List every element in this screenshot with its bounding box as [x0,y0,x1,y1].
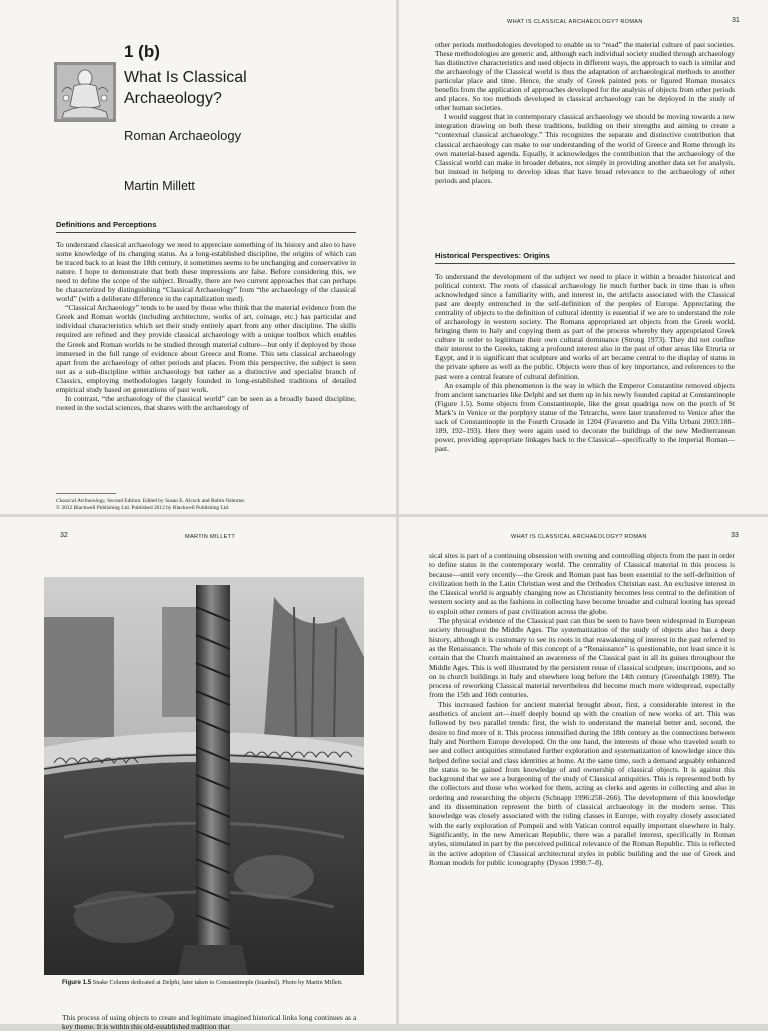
page-33 [399,517,768,1024]
section-rule [56,232,356,233]
paragraph: “Classical Archaeology” tends to be used by those who think that the material evidence from the Greek and Roman worlds (including architecture, works of art, coinage, etc.) has particular and individual characteristics which set their study entirely apart from any other discipline. The skills required are refined and they provide classical archaeology with a unique toolbox which enables the Greek and Roman worlds to be studied through material culture—but only if deployed by those immersed in the full range of evidence about Greece and Rome. This sets classical archaeology apart from the archaeology of other periods and places. From this perspective, the subject is seen not as a sub-discipline within archaeology but rather as a distinctive and specialist branch of Classics, employing methodologies largely founded in long-established traditions of detailed empirical study based on generations of past work. [56,303,356,394]
page-32 [0,517,396,1031]
body-text-page-31-top [435,40,735,185]
chapter-title: What Is Classical Archaeology? [124,69,247,107]
page-number: 31 [732,17,740,24]
running-head: WHAT IS CLASSICAL ARCHAEOLOGY? ROMAN [511,534,647,540]
paragraph: I would suggest that in contemporary classical archaeology we should be moving towards a new integration drawing on both these traditions, building on their strengths and aiming to create a “contextual classical archaeology.” This recognizes the separate and distinctive contribution that classical archaeology can make to our understanding of the world of Greece and Rome through its own material-based agenda. Equally, it acknowledges the contribution that the archaeology of the Classical world can make in broader debates, not simply in providing another data set for analysis, but instead in helping to develop ideas that have broad relevance to the archaeology of other periods and places. [435,112,735,185]
figure-caption-text: Snake Column dedicated at Delphi, later taken to Constantinople (Istanbul). Photo by Martin Millett. [91,979,343,986]
page-number: 33 [731,532,739,539]
paragraph: other periods methodologies developed to enable us to “read” the material culture of past societies. These methodologies are generic and, although each individual society studied through archaeology has distinctive characteristics and used objects in different ways, the approach to each is similar and the archaeology of the Classical world is thus the adaptation of archaeological methods to another particular place and time. Hence, the study of Greek painted pots or figured Roman mosaics benefits from the application of approaches developed for the analysis of objects from other periods and places. So too methods developed in classical archaeology can be deployed in the study of other human societies. [435,40,735,113]
section-heading-origins: Historical Perspectives: Origins [435,251,550,260]
running-head: MARTIN MILLETT [185,534,236,540]
chapter-subtitle: Roman Archaeology [124,128,242,143]
paragraph: sical sites is part of a continuing obsession with owning and controlling objects from the past in order to define status in the contemporary world. The centrality of Classical material in this process is because—until very recently—the Greek and Roman past has been essential to the self-definition of civilization both in the Latin Christian west and the Orthodox Christian east. An exclusive interest in the Classical world is arguably changing now as Christianity becomes less central to the definition of western society and as the fashions in collecting have become broader and cultural looting has spread to exploit other centers of past civilization across the globe. [429,551,735,616]
footnote-edition: Second Edition. Edited by Susan E. Alcock and Robin Osborne. [105,498,246,504]
paragraph: The physical evidence of the Classical past can thus be seen to have been widespread in European society throughout the Middle Ages. The systematization of the study of objects also has a deep history, although it is customary to see its roots in that reawakening of interest in the past referred to as the Renaissance. The whole of this concept of a “Renaissance” is questionable, not least since it is certain that the Church maintained an awareness of the Classical past in all its guises throughout the Middle Ages. This is well illustrated by the persistent reuse of classical sculpture, inscriptions, and so on in church buildings in Italy and elsewhere long before the 14th century (Greenhalgh 1989). The process of reworking Classical material nevertheless did become much more widespread, especially from the 15th and 16th centuries. [429,616,735,700]
section-rule [435,263,735,264]
chapter-ornament-icon [54,62,116,122]
paragraph: To understand the development of the subject we need to place it within a broader historical and political context. The roots of classical archaeology lie much further back in time than is often acknowledged since a familiarity with, and interest in, the artifacts associated with the Classical past are deeply entrenched in the self-definition of the peoples of Europe. Appreciating the centrality of objects to the definition of cultural identity is essential if we are to understand the role of archaeology in western society. The Romans appropriated art objects from the Greek world, bringing them to Italy and copying them as part of the process whereby they appropriated Greek culture in order to legitimate their own cultural dominance (Strong 1973). They did not confine their interest to the Greeks, taking a profound interest also in the past of other areas like Etruria or Egypt, and it is significant that sculpture and works of art became central to the display of status in the private sphere as well as the public. Objects were thus of key importance, and references to the past were a central feature of cultural definition. [435,272,735,381]
section-heading-definitions: Definitions and Perceptions [56,220,157,229]
footnote-rule [56,493,116,494]
paragraph: An example of this phenomenon is the way in which the Emperor Constantine removed objects from ancient sanctuaries like Delphi and set them up in his newly founded capital at Constantinople (Figure 1.5). Some objects from Constantinople, like the great quadriga now on the porch of St Mark’s in Venice or the porphyry statue of the Tetrarchs, were later transferred to Venice after the sack of Constantinople in the Fourth Crusade in 1204 (Favaretto and Da Villa Urbani 2003:188–189, 192–193). Here they were again used to decorate the buildings of the new Mediterranean power, providing appropriate linkages back to the Classical—specifically to the imperial Roman—past. [435,380,735,453]
figure-caption [62,979,358,987]
snake-column-photo [44,577,364,975]
footnote-title: Classical Archaeology, [56,498,106,504]
paragraph: In contrast, “the archaeology of the classical world” can be seen as a broadly based discipline, rooted in the social sciences, that shares with the archaeology of [56,393,356,412]
body-text-page-32: This process of using objects to create and legitimate imagined historical links long continues as a key theme. It is within this old-established tradition that [62,1013,357,1031]
page-number: 32 [60,532,68,539]
chapter-author: Martin Millett [124,179,195,193]
page-30 [0,0,396,514]
page-31 [399,0,768,514]
footnote-copyright: © 2012 Blackwell Publishing Ltd. Published 2012 by Blackwell Publishing Ltd. [56,505,230,511]
paragraph: This increased fashion for ancient material brought about, first, a considerable interest in the aesthetics of ancient art—itself deeply bound up with the creation of new works of art. This was followed by two parallel trends: first, the wish to understand the material better and, second, the desire to find more of it. This process intensified during the 18th century as the connections between Italy and Northern Europe developed. On the one hand, the interests of those who traveled south to see and collect antiquities stimulated further exploration and systematization of knowledge since this helped define social and class identities at home. At the same time, such a demand arguably enhanced the status to be gained from knowledge of and ownership of classical objects. It is against this background that we see a burgeoning of the study of Classical antiquities. This is represented both by the collectors and those who worked for them, acting as clerks and agents in collecting and also in ordering and researching the objects (Schnapp 1996:258–266). The development of this knowledge and its dissemination represent the birth of classical archaeology in the modern sense. This knowledge was closely associated with the ruling classes in Europe, with royalty closely associated with the early exploration of Pompeii and with Vatican control equally important elsewhere in Italy. Significantly, in the new American Republic, there was a parallel interest, specifically in Roman styles, stimulated in part by the perceived political relevance of the Roman Republic. This is reflected in the active adoption of Classical architectural styles in public building and the use of Greek and Roman models for public iconography (Dyson 1998:7–8). [429,699,735,867]
paragraph: To understand classical archaeology we need to appreciate something of its history and also to have some knowledge of its changing status. As a long-established discipline, the origins of which can be traced back to at least the 18th century, it sometimes seems to be unchanging and conservative in nature. I hope to demonstrate that both these impressions are false. Before considering this, we need to define the scope of the subject. Broadly, there are two current approaches that can perhaps be characterized by distinguishing “Classical Archaeology” from “the archaeology of the classical world” (with a deliberate difference in the capitalization used). [56,240,356,304]
chapter-number: 1 (b) [124,42,160,61]
body-text-page-31-bottom [435,272,735,453]
figure-label: Figure 1.5 [62,979,92,986]
body-text-page-30 [56,240,356,412]
body-text-page-33 [429,551,735,867]
running-head: WHAT IS CLASSICAL ARCHAEOLOGY? ROMAN [507,19,643,25]
footnote [56,498,356,512]
